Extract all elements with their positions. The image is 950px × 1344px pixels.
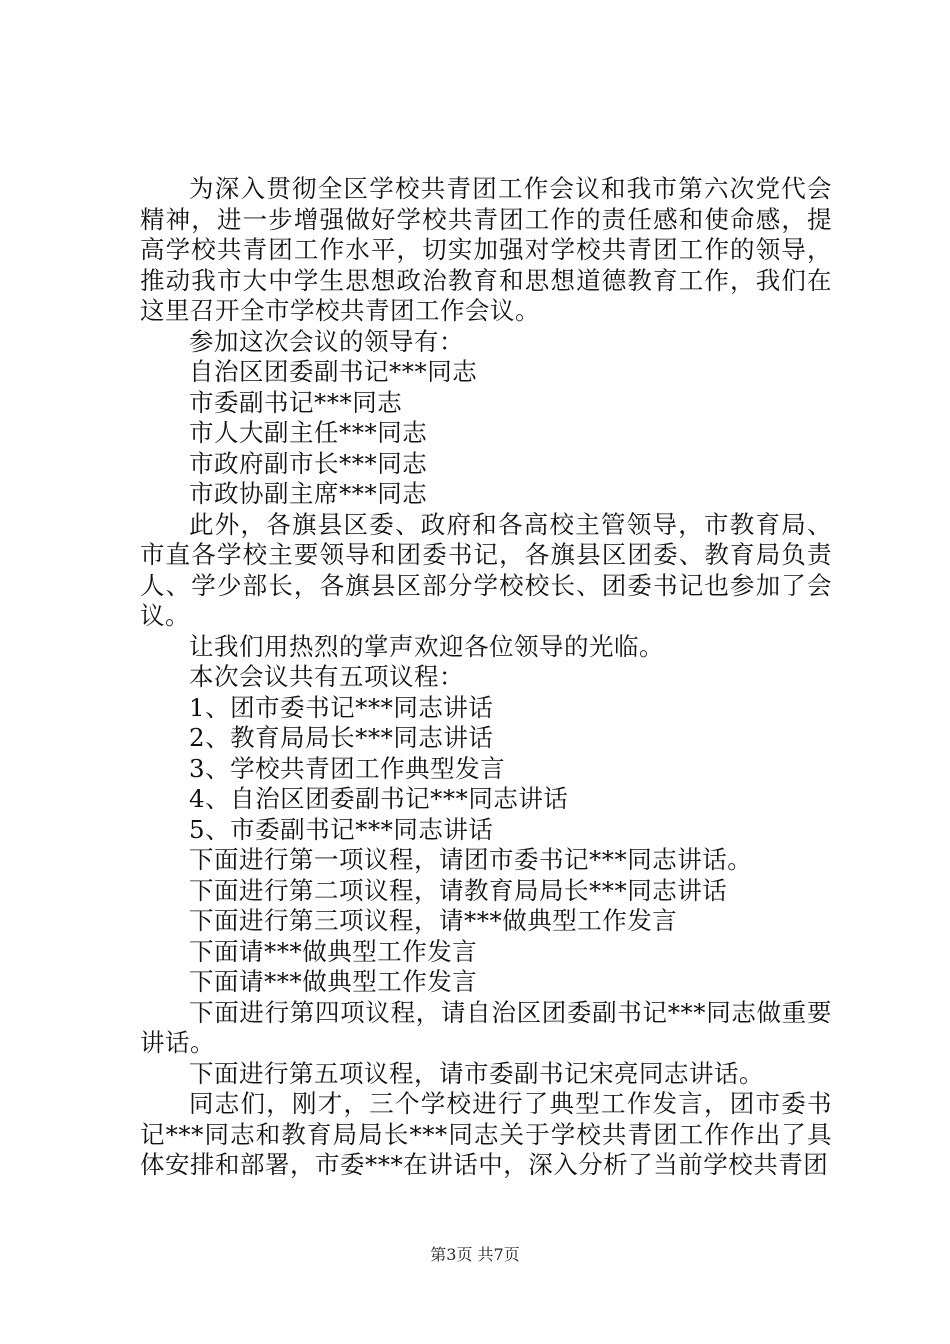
paragraph-leader-5: 市政协副主席***同志 <box>189 479 428 508</box>
paragraph-step-5: 下面进行第五项议程，请市委副书记宋亮同志讲话。 <box>189 1058 764 1088</box>
paragraph-leader-1: 自治区团委副书记***同志 <box>189 357 478 386</box>
paragraph-speaker-b: 下面请***做典型工作发言 <box>189 967 478 996</box>
paragraph-leader-4: 市政府副市长***同志 <box>189 448 428 478</box>
paragraph-other-attendees: 此外，各旗县区委、政府和各高校主管领导，市教育局、市直各学校主要领导和团委书记，各旗县区团委、教育局负责人、学少部长，各旗县区部分学校校长、团委书记也参加了会议。 <box>140 509 832 630</box>
agenda-item-2: 2、教育局局长***同志讲话 <box>189 723 494 752</box>
paragraph-summary: 同志们，刚才，三个学校进行了典型工作发言，团市委书记***同志和教育局局长***同志关于学校共青团工作作出了具体安排和部署，市委***在讲话中，深入分析了当前学校共青团 <box>140 1089 832 1179</box>
paragraph-speaker-a: 下面请***做典型工作发言 <box>189 936 478 966</box>
paragraph-step-1: 下面进行第一项议程，请团市委书记***同志讲话。 <box>189 845 753 874</box>
page-indicator: 第3页 共7页 <box>430 1245 520 1264</box>
paragraph-leaders-intro: 参加这次会议的领导有： <box>189 326 464 356</box>
paragraph-leader-3: 市人大副主任***同志 <box>189 418 428 447</box>
page-footer <box>0 1244 950 1266</box>
paragraph-step-2: 下面进行第二项议程，请教育局局长***同志讲话 <box>189 875 728 905</box>
paragraph-agenda-intro: 本次会议共有五项议程： <box>189 662 464 691</box>
document-body <box>140 174 832 1181</box>
agenda-item-1: 1、团市委书记***同志讲话 <box>189 692 494 722</box>
paragraph-step-3: 下面进行第三项议程，请***做典型工作发言 <box>189 906 678 935</box>
paragraph-step-4: 下面进行第四项议程，请自治区团委副书记***同志做重要讲话。 <box>140 997 832 1057</box>
paragraph-leader-2: 市委副书记***同志 <box>189 387 403 417</box>
agenda-item-5: 5、市委副书记***同志讲话 <box>189 814 494 844</box>
agenda-item-4: 4、自治区团委副书记***同志讲话 <box>189 784 569 813</box>
agenda-item-3: 3、学校共青团工作典型发言 <box>189 753 506 783</box>
paragraph-opening: 为深入贯彻全区学校共青团工作会议和我市第六次党代会精神，进一步增强做好学校共青团工作的责任感和使命感，提高学校共青团工作水平，切实加强对学校共青团工作的领导，推动我市大中学生思想政治教育和思想道德教育工作，我们在这里召开全市学校共青团工作会议。 <box>140 174 832 325</box>
paragraph-welcome: 让我们用热烈的掌声欢迎各位领导的光临。 <box>189 631 664 661</box>
